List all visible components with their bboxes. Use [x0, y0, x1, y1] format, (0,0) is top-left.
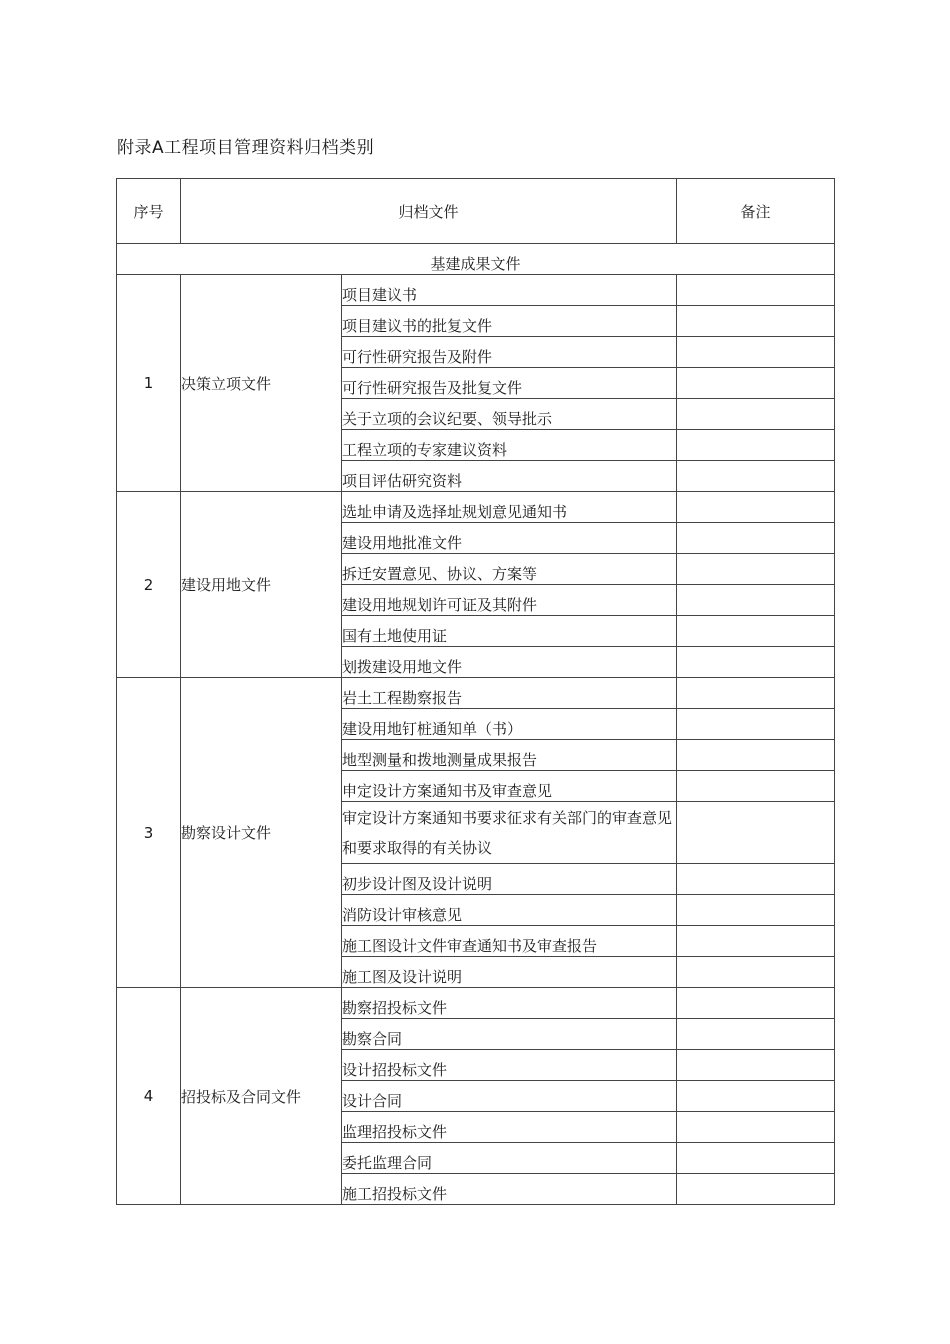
- archive-item: 委托监理合同: [342, 1143, 677, 1174]
- remarks-cell: [677, 337, 835, 368]
- table-row: [117, 492, 835, 523]
- archive-item: 申定设计方案通知书及审查意见: [342, 771, 677, 802]
- header-row: [117, 179, 835, 244]
- table-row: [117, 988, 835, 1019]
- archive-item: 划拨建设用地文件: [342, 647, 677, 678]
- remarks-cell: [677, 740, 835, 771]
- archive-item: 选址申请及选择址规划意见通知书: [342, 492, 677, 523]
- remarks-cell: [677, 430, 835, 461]
- archive-item: 勘察合同: [342, 1019, 677, 1050]
- archive-item: 拆迁安置意见、协议、方案等: [342, 554, 677, 585]
- group-category: 建设用地文件: [181, 492, 342, 678]
- group-serial-no: 3: [117, 678, 181, 988]
- remarks-cell: [677, 1050, 835, 1081]
- page-title: 附录A工程项目管理资料归档类别: [117, 138, 375, 158]
- remarks-cell: [677, 988, 835, 1019]
- group-serial-no: 1: [117, 275, 181, 492]
- archive-item: 审定设计方案通知书要求征求有关部门的审查意见和要求取得的有关协议: [342, 802, 677, 864]
- remarks-cell: [677, 585, 835, 616]
- remarks-cell: [677, 523, 835, 554]
- archive-item: 建设用地钉桩通知单（书）: [342, 709, 677, 740]
- remarks-cell: [677, 1143, 835, 1174]
- remarks-cell: [677, 1174, 835, 1205]
- archive-item: 项目建议书: [342, 275, 677, 306]
- archive-item: 岩土工程勘察报告: [342, 678, 677, 709]
- remarks-cell: [677, 1019, 835, 1050]
- archive-item: 国有土地使用证: [342, 616, 677, 647]
- table-row: [117, 678, 835, 709]
- group-category: 招投标及合同文件: [181, 988, 342, 1205]
- remarks-cell: [677, 926, 835, 957]
- archive-category-table: [116, 178, 835, 1205]
- archive-item: 项目评估研究资料: [342, 461, 677, 492]
- archive-item: 监理招投标文件: [342, 1112, 677, 1143]
- section-title: 基建成果文件: [117, 244, 835, 275]
- group-serial-no: 4: [117, 988, 181, 1205]
- archive-item: 施工招投标文件: [342, 1174, 677, 1205]
- remarks-cell: [677, 709, 835, 740]
- archive-item: 消防设计审核意见: [342, 895, 677, 926]
- archive-item: 设计合同: [342, 1081, 677, 1112]
- group-category: 勘察设计文件: [181, 678, 342, 988]
- remarks-cell: [677, 957, 835, 988]
- archive-item: 关于立项的会议纪要、领导批示: [342, 399, 677, 430]
- remarks-cell: [677, 492, 835, 523]
- archive-item: 施工图及设计说明: [342, 957, 677, 988]
- archive-item: 可行性研究报告及附件: [342, 337, 677, 368]
- header-serial-no: 序号: [117, 179, 181, 244]
- remarks-cell: [677, 678, 835, 709]
- archive-item: 勘察招投标文件: [342, 988, 677, 1019]
- archive-item: 建设用地批准文件: [342, 523, 677, 554]
- remarks-cell: [677, 1081, 835, 1112]
- remarks-cell: [677, 1112, 835, 1143]
- remarks-cell: [677, 399, 835, 430]
- remarks-cell: [677, 647, 835, 678]
- section-row: [117, 244, 835, 275]
- remarks-cell: [677, 802, 835, 864]
- group-serial-no: 2: [117, 492, 181, 678]
- remarks-cell: [677, 306, 835, 337]
- header-remarks: 备注: [677, 179, 835, 244]
- remarks-cell: [677, 368, 835, 399]
- remarks-cell: [677, 275, 835, 306]
- archive-item: 可行性研究报告及批复文件: [342, 368, 677, 399]
- remarks-cell: [677, 864, 835, 895]
- archive-item: 地型测量和拨地测量成果报告: [342, 740, 677, 771]
- remarks-cell: [677, 554, 835, 585]
- table-row: [117, 275, 835, 306]
- archive-item: 设计招投标文件: [342, 1050, 677, 1081]
- header-archive-file: 归档文件: [181, 179, 677, 244]
- remarks-cell: [677, 616, 835, 647]
- remarks-cell: [677, 895, 835, 926]
- archive-item: 初步设计图及设计说明: [342, 864, 677, 895]
- group-category: 决策立项文件: [181, 275, 342, 492]
- archive-item: 项目建议书的批复文件: [342, 306, 677, 337]
- remarks-cell: [677, 461, 835, 492]
- archive-item: 工程立项的专家建议资料: [342, 430, 677, 461]
- archive-item: 建设用地规划许可证及其附件: [342, 585, 677, 616]
- archive-item: 施工图设计文件审查通知书及审查报告: [342, 926, 677, 957]
- remarks-cell: [677, 771, 835, 802]
